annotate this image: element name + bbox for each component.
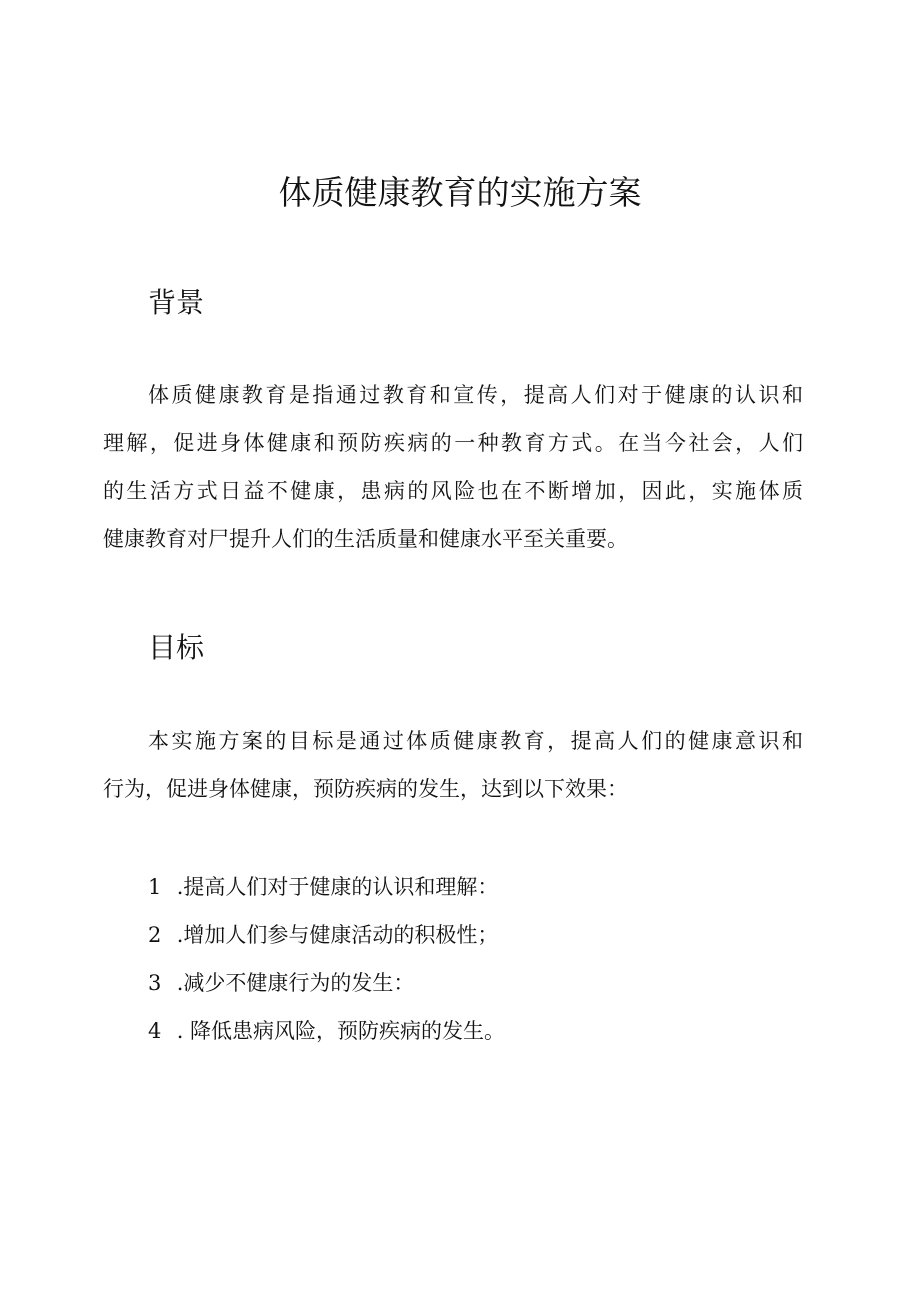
list-item — [148, 1007, 505, 1055]
goal-list — [148, 863, 505, 1055]
paragraph-line: 理解，促进身体健康和预防疾病的一种教育方式。在当今社会，人们 — [103, 431, 803, 455]
list-item-number: 2 — [148, 923, 162, 947]
list-item-number: 3 — [148, 971, 162, 995]
goal-paragraph — [103, 717, 803, 813]
list-item-text: .提高人们对于健康的认识和理解： — [176, 875, 499, 899]
list-item-number: 4 — [148, 1019, 162, 1043]
list-item-text: .减少不健康行为的发生： — [176, 971, 415, 995]
paragraph-line: 体质健康教育是指通过教育和宣传，提高人们对于健康的认识和 — [148, 383, 803, 407]
list-item-number: 1 — [148, 875, 162, 899]
list-item-text: . 降低患病风险，预防疾病的发生。 — [176, 1019, 506, 1043]
list-item — [148, 959, 505, 1007]
background-paragraph — [103, 371, 803, 563]
paragraph-line: 的生活方式日益不健康，患病的风险也在不断增加，因此，实施体质 — [103, 479, 803, 503]
section-heading-goal: 目标 — [148, 631, 205, 664]
paragraph-line: 行为，促进身体健康，预防疾病的发生，达到以下效果： — [103, 777, 628, 801]
section-heading-background: 背景 — [148, 286, 205, 319]
list-item-text: .增加人们参与健康活动的积极性； — [176, 923, 499, 947]
document-title: 体质健康教育的实施方案 — [278, 173, 642, 212]
paragraph-line: 健康教育对尸提升人们的生活质量和健康水平至关重要。 — [103, 527, 628, 551]
paragraph-line: 本实施方案的目标是通过体质健康教育，提高人们的健康意识和 — [148, 729, 803, 753]
list-item — [148, 863, 505, 911]
list-item — [148, 911, 505, 959]
